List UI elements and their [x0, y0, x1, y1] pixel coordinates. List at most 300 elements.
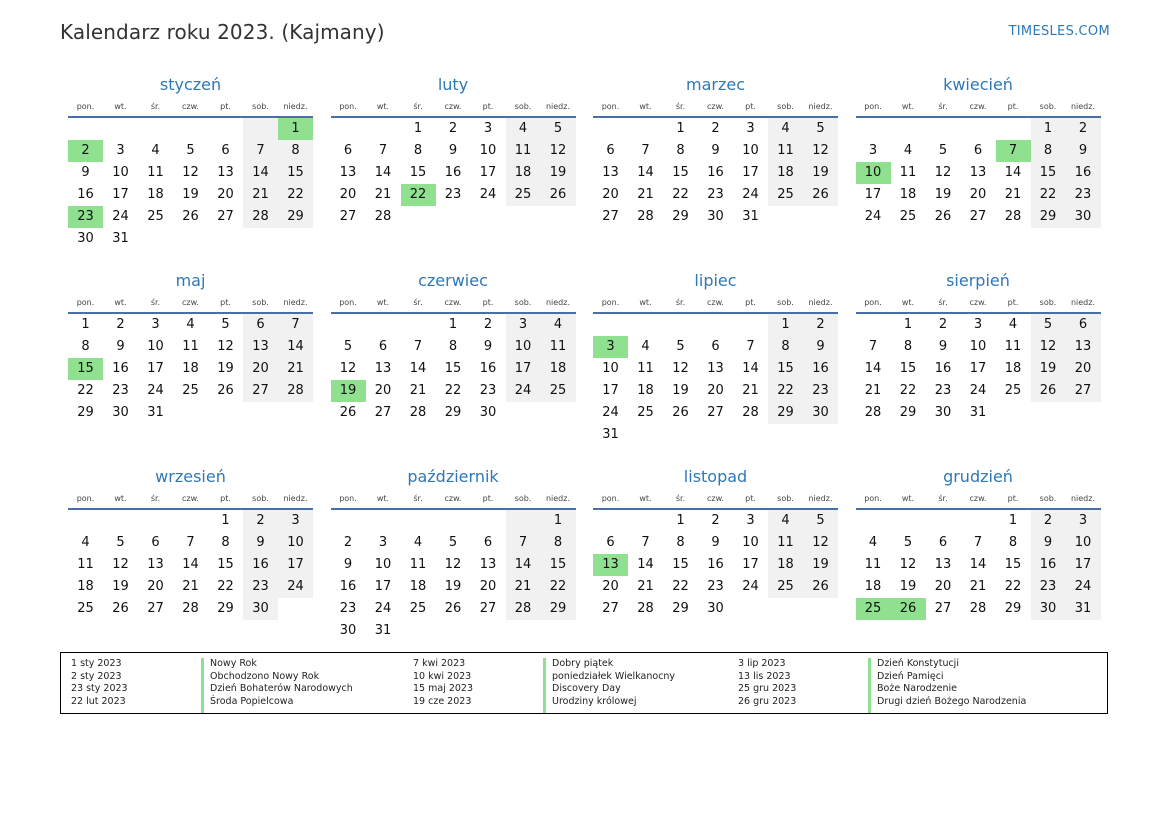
days-grid — [856, 314, 1101, 424]
day-cell: 24 — [112, 209, 129, 224]
month-name: lipiec — [694, 271, 737, 290]
day-cell: 24 — [506, 380, 541, 402]
weekday-label: sob. — [514, 102, 532, 111]
day-cell: 12 — [182, 165, 199, 180]
weekday-label: pt. — [220, 102, 231, 111]
empty-cell — [891, 510, 926, 532]
day-cell: 10 — [374, 557, 392, 572]
weekday-label: czw. — [444, 298, 462, 307]
weekday-label: pt. — [220, 298, 231, 307]
empty-cell — [961, 510, 996, 532]
day-cell: 30 — [1066, 206, 1101, 228]
day-cell: 28 — [637, 601, 654, 616]
day-cell: 5 — [116, 535, 125, 550]
day-cell: 6 — [483, 535, 493, 550]
day-cell: 28 — [374, 209, 392, 224]
legend-holiday-name: Dzień Pamięci — [877, 670, 944, 682]
weekday-header — [856, 490, 1101, 510]
month-calendar — [68, 74, 313, 270]
empty-cell — [768, 206, 803, 228]
month-name: maj — [175, 271, 206, 290]
day-cell: 1 — [1008, 513, 1018, 528]
day-cell: 11 — [409, 557, 427, 572]
site-brand-link[interactable]: TIMESLES.COM — [1008, 24, 1110, 39]
empty-cell — [68, 510, 103, 532]
weekday-label: sob. — [252, 102, 269, 111]
day-cell: 24 — [147, 383, 164, 398]
weekday-label: śr. — [150, 102, 161, 111]
day-cell: 13 — [243, 336, 278, 358]
day-cell: 24 — [1066, 576, 1101, 598]
day-cell: 9 — [116, 339, 125, 354]
empty-cell — [401, 206, 436, 228]
day-cell: 1 — [448, 317, 458, 332]
day-cell: 20 — [934, 579, 952, 594]
day-cell: 6 — [151, 535, 160, 550]
day-cell: 9 — [81, 165, 90, 180]
day-cell: 14 — [243, 162, 278, 184]
day-cell: 11 — [147, 165, 164, 180]
day-cell: 18 — [637, 383, 654, 398]
days-grid — [331, 510, 576, 642]
weekday-label: wt. — [114, 298, 127, 307]
weekday-label: wt. — [376, 298, 390, 307]
day-cell: 14 — [182, 557, 199, 572]
day-cell: 15 — [768, 358, 803, 380]
day-cell: 28 — [506, 598, 541, 620]
weekday-label: wt. — [901, 102, 915, 111]
day-cell: 3 — [746, 513, 755, 528]
day-cell: 18 — [768, 162, 803, 184]
empty-cell — [331, 510, 366, 532]
holiday-day-cell: 3 — [593, 336, 628, 358]
holiday-day-cell: 22 — [401, 184, 436, 206]
day-cell: 18 — [506, 162, 541, 184]
day-cell: 21 — [637, 579, 654, 594]
day-cell: 16 — [339, 579, 357, 594]
weekday-label: pon. — [601, 494, 620, 503]
empty-cell — [1066, 402, 1101, 424]
day-cell: 20 — [969, 187, 987, 202]
empty-cell — [628, 314, 663, 336]
day-cell: 11 — [182, 339, 199, 354]
day-cell: 21 — [182, 579, 199, 594]
empty-cell — [173, 402, 208, 424]
day-cell: 15 — [1031, 162, 1066, 184]
day-cell: 10 — [506, 336, 541, 358]
day-cell: 18 — [147, 187, 164, 202]
day-cell: 6 — [343, 143, 353, 158]
month-calendar — [331, 270, 576, 466]
empty-cell — [768, 598, 803, 620]
weekday-label: śr. — [938, 494, 948, 503]
empty-cell — [208, 228, 243, 250]
weekday-label: czw. — [969, 102, 987, 111]
legend-holiday-name: Dobry piątek — [552, 658, 614, 669]
day-cell: 1 — [676, 121, 685, 136]
day-cell: 25 — [768, 576, 803, 598]
day-cell: 8 — [278, 140, 313, 162]
day-cell: 20 — [374, 383, 392, 398]
day-cell: 12 — [217, 339, 234, 354]
empty-cell — [541, 206, 576, 228]
day-cell: 22 — [1004, 579, 1022, 594]
weekday-label: niedz. — [1070, 298, 1096, 307]
empty-cell — [856, 510, 891, 532]
weekday-label: śr. — [675, 102, 686, 111]
empty-cell — [663, 314, 698, 336]
empty-cell — [506, 402, 541, 424]
weekday-label: śr. — [413, 298, 423, 307]
day-cell: 7 — [746, 339, 755, 354]
day-cell: 16 — [444, 165, 462, 180]
holiday-day-cell: 19 — [331, 380, 366, 402]
day-cell: 19 — [899, 579, 917, 594]
month-name: listopad — [683, 467, 748, 486]
empty-cell — [331, 118, 366, 140]
day-cell: 17 — [374, 579, 392, 594]
day-cell: 27 — [479, 601, 497, 616]
weekday-label: wt. — [376, 494, 390, 503]
day-cell: 27 — [969, 209, 987, 224]
day-cell: 6 — [1066, 314, 1101, 336]
day-cell: 12 — [672, 361, 689, 376]
weekday-header — [68, 294, 313, 314]
weekday-label: pt. — [745, 494, 756, 503]
holiday-day-cell: 13 — [593, 554, 628, 576]
day-cell: 22 — [444, 383, 462, 398]
day-cell: 23 — [707, 187, 724, 202]
empty-cell — [173, 118, 208, 140]
day-cell: 17 — [278, 554, 313, 576]
day-cell: 14 — [969, 557, 987, 572]
day-cell: 9 — [243, 532, 278, 554]
day-cell: 19 — [541, 162, 576, 184]
month-calendar — [593, 270, 838, 466]
day-cell: 29 — [278, 206, 313, 228]
weekday-label: sob. — [252, 298, 269, 307]
day-cell: 11 — [768, 532, 803, 554]
empty-cell — [663, 424, 698, 446]
day-cell: 2 — [116, 317, 125, 332]
holiday-legend — [60, 652, 1108, 714]
day-cell: 19 — [182, 187, 199, 202]
day-cell: 31 — [1066, 598, 1101, 620]
day-cell: 11 — [506, 140, 541, 162]
legend-holiday-name: Dzień Bohaterów Narodowych — [210, 683, 353, 695]
weekday-label: czw. — [444, 494, 462, 503]
weekday-label: czw. — [182, 102, 199, 111]
day-cell: 29 — [672, 601, 689, 616]
legend-holiday-name: Drugi dzień Bożego Narodzenia — [877, 696, 1027, 708]
day-cell: 10 — [147, 339, 164, 354]
day-cell: 15 — [672, 165, 689, 180]
day-cell: 4 — [413, 535, 423, 550]
day-cell: 4 — [151, 143, 160, 158]
day-cell: 7 — [378, 143, 388, 158]
empty-cell — [173, 228, 208, 250]
day-cell: 2 — [938, 317, 948, 332]
day-cell: 4 — [903, 143, 913, 158]
day-cell: 26 — [217, 383, 234, 398]
day-cell: 25 — [77, 601, 94, 616]
day-cell: 5 — [1031, 314, 1066, 336]
weekday-label: pt. — [220, 494, 231, 503]
day-cell: 8 — [448, 339, 458, 354]
day-cell: 16 — [77, 187, 94, 202]
weekday-label: niedz. — [283, 102, 308, 111]
legend-names-column — [543, 658, 738, 713]
day-cell: 17 — [742, 557, 759, 572]
day-cell: 3 — [151, 317, 160, 332]
day-cell: 18 — [899, 187, 917, 202]
day-cell: 6 — [606, 143, 615, 158]
day-cell: 25 — [899, 209, 917, 224]
weekday-header — [856, 294, 1101, 314]
weekday-header — [856, 98, 1101, 118]
day-cell: 2 — [243, 510, 278, 532]
day-cell: 14 — [409, 361, 427, 376]
day-cell: 17 — [479, 165, 497, 180]
empty-cell — [278, 228, 313, 250]
day-cell: 20 — [479, 579, 497, 594]
day-cell: 11 — [768, 140, 803, 162]
days-grid — [331, 314, 576, 424]
holiday-day-cell: 2 — [68, 140, 103, 162]
day-cell: 18 — [77, 579, 94, 594]
day-cell: 9 — [711, 535, 720, 550]
day-cell: 16 — [707, 165, 724, 180]
day-cell: 20 — [707, 383, 724, 398]
day-cell: 30 — [1031, 598, 1066, 620]
day-cell: 2 — [803, 314, 838, 336]
day-cell: 26 — [112, 601, 129, 616]
day-cell: 13 — [339, 165, 357, 180]
day-cell: 16 — [803, 358, 838, 380]
empty-cell — [138, 510, 173, 532]
days-grid — [68, 118, 313, 250]
empty-cell — [471, 510, 506, 532]
day-cell: 24 — [602, 405, 619, 420]
weekday-label: czw. — [182, 298, 199, 307]
day-cell: 1 — [221, 513, 230, 528]
day-cell: 12 — [444, 557, 462, 572]
empty-cell — [401, 314, 436, 336]
weekday-label: pon. — [864, 494, 882, 503]
day-cell: 16 — [934, 361, 952, 376]
legend-names-column — [201, 658, 413, 713]
day-cell: 19 — [1031, 358, 1066, 380]
empty-cell — [103, 118, 138, 140]
day-cell: 14 — [864, 361, 882, 376]
weekday-label: niedz. — [545, 494, 571, 503]
day-cell: 27 — [602, 601, 619, 616]
empty-cell — [733, 598, 768, 620]
day-cell: 3 — [868, 143, 878, 158]
day-cell: 6 — [711, 339, 720, 354]
day-cell: 4 — [81, 535, 90, 550]
day-cell: 20 — [1066, 358, 1101, 380]
day-cell: 5 — [938, 143, 948, 158]
day-cell: 27 — [602, 209, 619, 224]
day-cell: 17 — [742, 165, 759, 180]
empty-cell — [278, 402, 313, 424]
weekday-label: pt. — [482, 494, 494, 503]
empty-cell — [698, 314, 733, 336]
day-cell: 29 — [541, 598, 576, 620]
day-cell: 23 — [112, 383, 129, 398]
day-cell: 21 — [374, 187, 392, 202]
day-cell: 24 — [969, 383, 987, 398]
weekday-label: pon. — [76, 102, 95, 111]
day-cell: 24 — [864, 209, 882, 224]
day-cell: 14 — [374, 165, 392, 180]
weekday-label: pt. — [1007, 102, 1019, 111]
weekday-label: pon. — [864, 102, 882, 111]
day-cell: 29 — [1031, 206, 1066, 228]
weekday-label: sob. — [777, 298, 794, 307]
day-cell: 25 — [637, 405, 654, 420]
day-cell: 24 — [479, 187, 497, 202]
weekday-label: niedz. — [808, 494, 833, 503]
day-cell: 31 — [602, 427, 619, 442]
day-cell: 18 — [768, 554, 803, 576]
weekday-label: śr. — [938, 102, 948, 111]
day-cell: 26 — [934, 209, 952, 224]
day-cell: 7 — [868, 339, 878, 354]
day-cell: 29 — [672, 209, 689, 224]
weekday-header — [68, 98, 313, 118]
empty-cell — [891, 118, 926, 140]
month-calendar — [331, 466, 576, 642]
legend-dates-column — [738, 658, 868, 713]
day-cell: 13 — [602, 165, 619, 180]
day-cell: 23 — [707, 579, 724, 594]
day-cell: 22 — [672, 187, 689, 202]
day-cell: 14 — [1004, 165, 1022, 180]
legend-date: 3 lip 2023 — [738, 658, 786, 669]
holiday-day-cell: 1 — [278, 118, 313, 140]
weekday-label: czw. — [707, 298, 724, 307]
day-cell: 6 — [221, 143, 230, 158]
day-cell: 27 — [707, 405, 724, 420]
day-cell: 9 — [1031, 532, 1066, 554]
day-cell: 19 — [217, 361, 234, 376]
days-grid — [856, 118, 1101, 228]
empty-cell — [593, 118, 628, 140]
weekday-label: czw. — [182, 494, 199, 503]
month-name: czerwiec — [418, 271, 488, 290]
day-cell: 30 — [479, 405, 497, 420]
empty-cell — [366, 118, 401, 140]
weekday-label: pon. — [601, 102, 620, 111]
day-cell: 9 — [343, 557, 353, 572]
day-cell: 26 — [672, 405, 689, 420]
day-cell: 7 — [278, 314, 313, 336]
day-cell: 5 — [186, 143, 195, 158]
day-cell: 16 — [1031, 554, 1066, 576]
day-cell: 16 — [479, 361, 497, 376]
day-cell: 26 — [541, 184, 576, 206]
day-cell: 27 — [934, 601, 952, 616]
day-cell: 19 — [672, 383, 689, 398]
day-cell: 14 — [742, 361, 759, 376]
weekday-label: pon. — [339, 298, 357, 307]
legend-holiday-name: Boże Narodzenie — [877, 683, 957, 695]
day-cell: 1 — [1031, 118, 1066, 140]
weekday-label: pt. — [1007, 298, 1019, 307]
weekday-label: śr. — [150, 494, 161, 503]
day-cell: 12 — [339, 361, 357, 376]
day-cell: 29 — [768, 402, 803, 424]
day-cell: 12 — [934, 165, 952, 180]
weekday-header — [593, 490, 838, 510]
day-cell: 22 — [672, 579, 689, 594]
month-calendar — [593, 74, 838, 270]
empty-cell — [436, 510, 471, 532]
weekday-label: pt. — [745, 102, 756, 111]
day-cell: 26 — [444, 601, 462, 616]
day-cell: 26 — [803, 576, 838, 598]
day-cell: 10 — [112, 165, 129, 180]
empty-cell — [541, 620, 576, 642]
empty-cell — [506, 206, 541, 228]
empty-cell — [856, 314, 891, 336]
empty-cell — [803, 206, 838, 228]
weekday-label: sob. — [1039, 298, 1057, 307]
day-cell: 12 — [112, 557, 129, 572]
day-cell: 4 — [868, 535, 878, 550]
legend-names-column — [868, 658, 1119, 713]
weekday-label: pon. — [76, 494, 95, 503]
day-cell: 30 — [934, 405, 952, 420]
day-cell: 3 — [278, 510, 313, 532]
holiday-day-cell: 25 — [856, 598, 891, 620]
weekday-label: wt. — [901, 494, 915, 503]
day-cell: 27 — [1066, 380, 1101, 402]
day-cell: 29 — [899, 405, 917, 420]
day-cell: 7 — [641, 143, 650, 158]
weekday-header — [331, 294, 576, 314]
empty-cell — [733, 314, 768, 336]
day-cell: 6 — [973, 143, 983, 158]
day-cell: 27 — [217, 209, 234, 224]
days-grid — [68, 314, 313, 424]
empty-cell — [803, 598, 838, 620]
empty-cell — [278, 598, 313, 620]
day-cell: 21 — [278, 358, 313, 380]
month-calendar — [856, 466, 1101, 642]
day-cell: 25 — [768, 184, 803, 206]
weekday-label: niedz. — [1070, 494, 1096, 503]
day-cell: 4 — [1008, 317, 1018, 332]
empty-cell — [436, 620, 471, 642]
day-cell: 17 — [864, 187, 882, 202]
weekday-label: sob. — [777, 494, 794, 503]
day-cell: 31 — [374, 623, 392, 638]
day-cell: 21 — [637, 187, 654, 202]
day-cell: 15 — [541, 554, 576, 576]
month-name: luty — [437, 75, 469, 94]
month-calendar — [856, 270, 1101, 466]
day-cell: 9 — [938, 339, 948, 354]
day-cell: 4 — [186, 317, 195, 332]
day-cell: 8 — [676, 535, 685, 550]
days-grid — [593, 510, 838, 620]
day-cell: 12 — [803, 532, 838, 554]
day-cell: 17 — [506, 358, 541, 380]
day-cell: 16 — [243, 554, 278, 576]
